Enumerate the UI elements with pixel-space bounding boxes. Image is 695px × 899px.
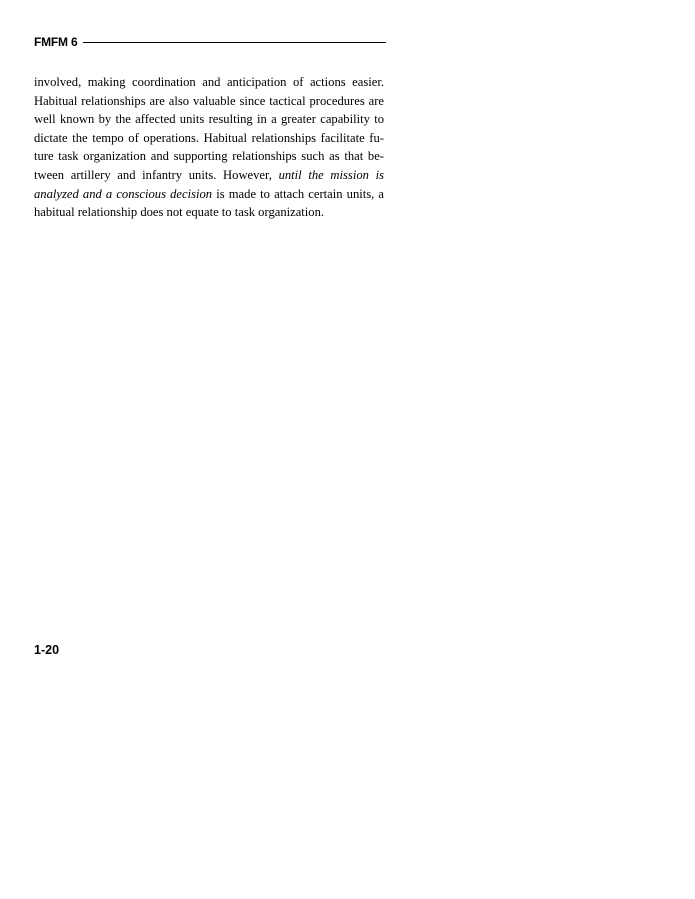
paragraph-line: ture task organization and supporting relationships such as that be- [34,149,384,164]
italic-emphasis: analyzed and a conscious decision [34,186,213,201]
italic-emphasis: until the mission is [278,167,385,182]
paragraph-line: Habitual relationships are also valuable since tactical procedures are [34,93,384,108]
page-number: 1-20 [34,643,60,657]
running-header [34,35,386,49]
header-rule [83,42,386,43]
paragraph-text: is made to attach certain units, a [212,186,385,201]
body-paragraph [34,73,384,222]
paragraph-line: involved, making coordination and anticipation of actions easier. [34,75,384,89]
paragraph-text: tween artillery and infantry units. However, [34,167,272,182]
paragraph-line [34,185,384,204]
paragraph-line: dictate the tempo of operations. Habitual relationships facilitate fu- [34,130,384,145]
publication-title: FMFM 6 [34,35,78,49]
paragraph-line: well known by the affected units resulting in a greater capability to [34,112,384,127]
paragraph-line [34,166,384,185]
paragraph-line: habitual relationship does not equate to task organization. [34,205,325,220]
